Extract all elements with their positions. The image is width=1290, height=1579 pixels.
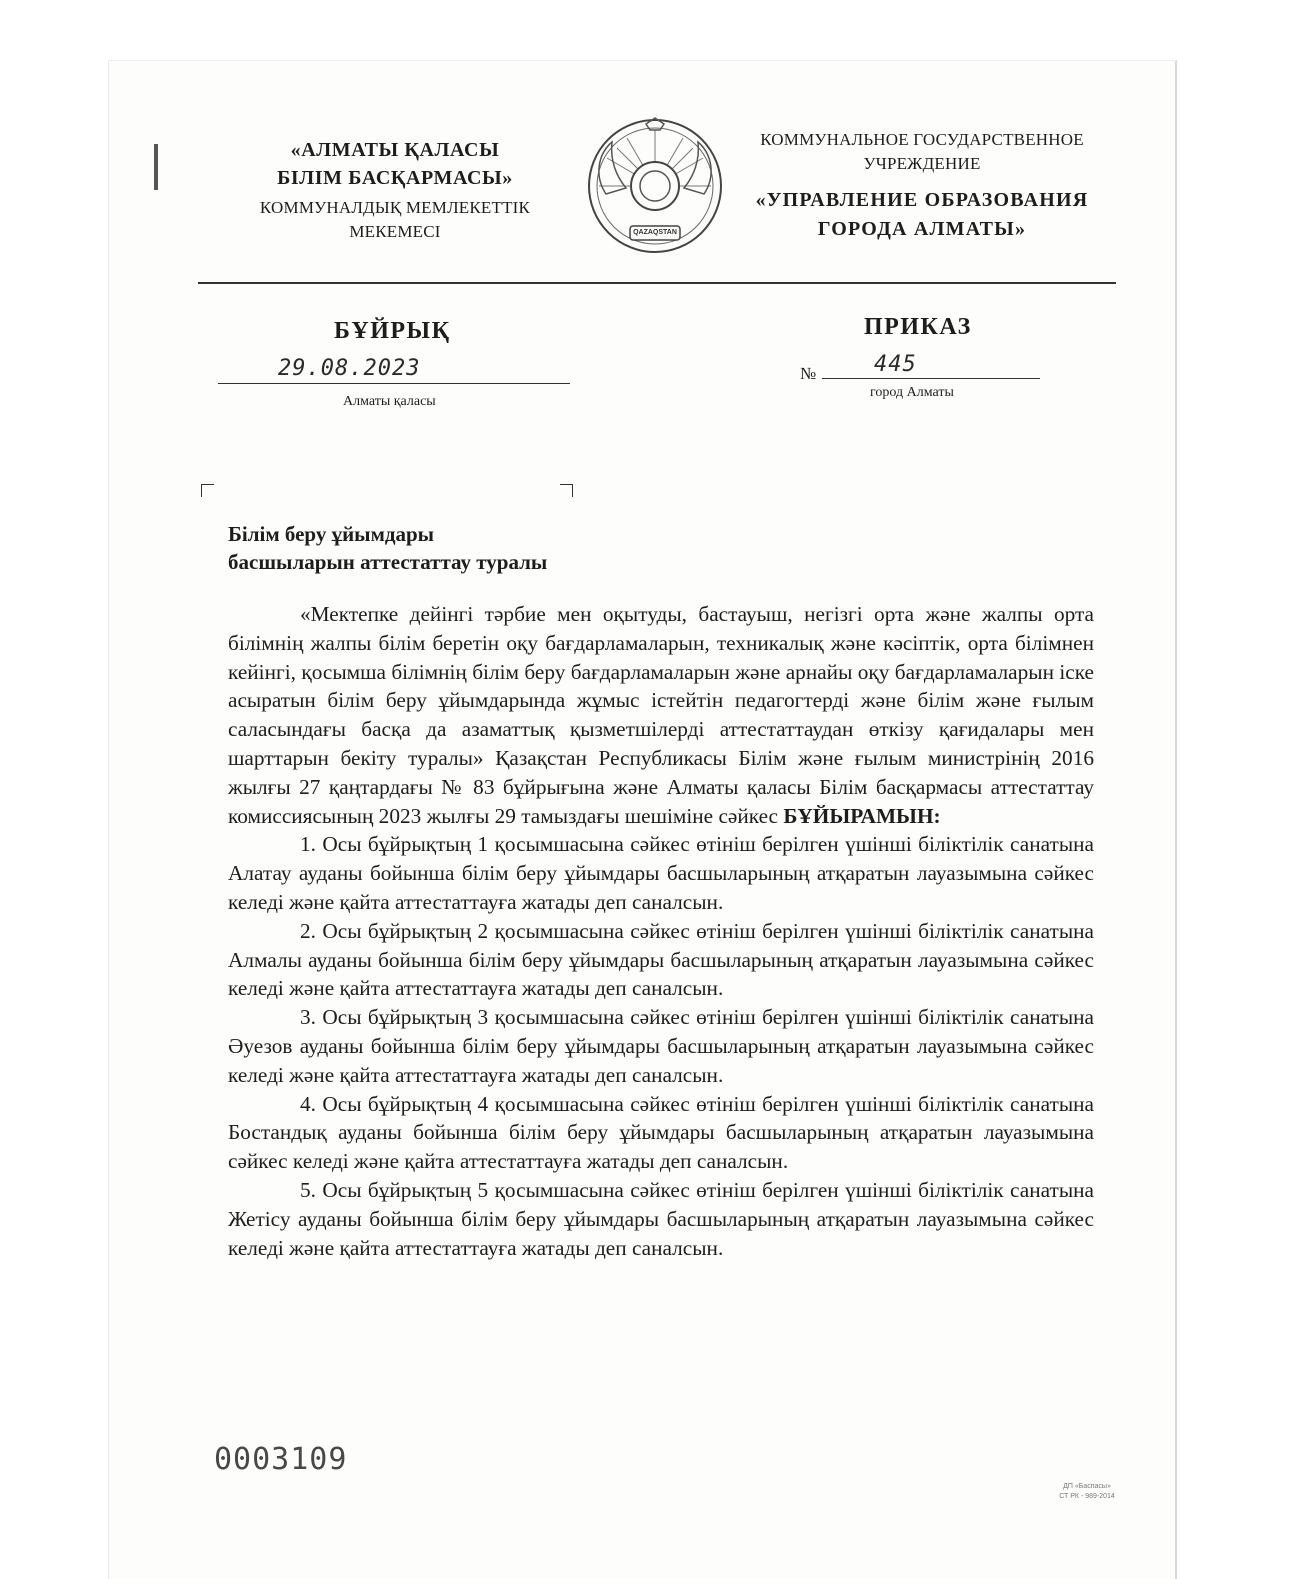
order-title-kz: БҰЙРЫҚ (334, 318, 451, 344)
order-title-ru: ПРИКАЗ (864, 314, 972, 340)
order-item-3: 3. Осы бұйрықтың 3 қосымшасына сәйкес өтініш берілген үшінші біліктілік санатына Әуезов ауданы бойынша білім беру ұйымдары басшыларының атқаратын лауазымына сәйкес келеді және қайта аттестаттауға жатады деп саналсын. (228, 1005, 1094, 1087)
order-item-2: 2. Осы бұйрықтың 2 қосымшасына сәйкес өтініш берілген үшінші біліктілік санатына Алмалы ауданы бойынша білім беру ұйымдары басшыларының атқаратын лауазымына сәйкес келеді және қайта аттестаттауға жатады деп саналсын. (228, 918, 1094, 1001)
order-number: 445 (874, 352, 917, 377)
order-date: 29.08.2023 (278, 356, 421, 381)
order-subject (228, 520, 547, 576)
org-type-ru-line1: КОММУНАЛЬНОЕ ГОСУДАРСТВЕННОЕ (760, 130, 1084, 149)
imprint-line2: СТ РК - 989-2014 (1059, 1493, 1115, 1500)
header-russian (732, 128, 1112, 244)
header-kazakh (220, 136, 570, 244)
header-divider (198, 282, 1116, 284)
org-type-kz-line1: КОММУНАЛДЫҚ МЕМЛЕКЕТТІК (259, 198, 531, 217)
decree-word: БҰЙЫРАМЫН: (783, 803, 941, 828)
subject-line1: Білім беру ұйымдары (228, 522, 435, 546)
state-emblem-icon (586, 116, 724, 258)
subject-line2: басшыларын аттестаттау туралы (228, 550, 548, 574)
order-item-5: 5. Осы бұйрықтың 5 қосымшасына сәйкес өтініш берілген үшінші біліктілік санатына Жетісу ауданы бойынша білім беру ұйымдары басшыларының атқаратын лауазымына сәйкес келеді және қайта аттестаттауға жатады деп саналсын. (228, 1177, 1094, 1260)
order-item-4: 4. Осы бұйрықтың 4 қосымшасына сәйкес өтініш берілген үшінші біліктілік санатына Бостандық ауданы бойынша білім беру ұйымдары басшыларының атқаратын лауазымына сәйкес келеді және қайта аттестаттауға жатады деп саналсын. (228, 1091, 1094, 1174)
date-underline (218, 383, 570, 384)
printer-imprint (1052, 1482, 1122, 1502)
number-sign: № (800, 364, 817, 383)
emblem-label: QAZAQSTAN (633, 229, 677, 236)
org-name-ru-line1: «УПРАВЛЕНИЕ ОБРАЗОВАНИЯ (755, 189, 1089, 211)
city-ru: город Алматы (870, 385, 954, 400)
city-kz: Алматы қаласы (343, 394, 436, 409)
order-body (228, 600, 1094, 1262)
bracket-right-icon (560, 484, 573, 497)
number-underline (822, 378, 1040, 379)
org-type-ru-line2: УЧРЕЖДЕНИЕ (863, 154, 981, 173)
org-name-kz-line1: «АЛМАТЫ ҚАЛАСЫ (290, 139, 500, 161)
preamble-paragraph (228, 600, 1094, 830)
imprint-line1: ДП «Баспасы» (1063, 1483, 1111, 1490)
org-type-kz-line2: МЕКЕМЕСІ (349, 222, 441, 241)
org-name-ru-line2: ГОРОДА АЛМАТЫ» (817, 218, 1027, 240)
preamble-text: «Мектепке дейінгі тәрбие мен оқытуды, бастауыш, негізгі орта және жалпы орта білімнің жалпы білім беретін оқу бағдарламаларын, техникалық және кәсіптік, орта білімнен кейінгі, қосымша білімнің білім беру бағдарламаларын және арнайы оқу бағдарламаларын іске асыратын білім беру ұйымдарында жұмыс істейтін педагогтерді және білім және ғылым саласындағы басқа да азаматтық қызметшілерді аттестаттаудан өткізу қағидалары мен шарттарын бекіту туралы» Қазақстан Республикасы Білім және ғылым министрінің 2016 жылғы 27 қаңтардағы № 83 бұйрығына және Алматы қаласы Білім басқармасы аттестаттау комиссиясының 2023 жылғы 29 тамыздағы шешіміне сәйкес (228, 602, 1094, 828)
serial-number-stamp: 0003109 (214, 1442, 348, 1477)
org-name-kz-line2: БІЛІМ БАСҚАРМАСЫ» (277, 167, 513, 189)
bracket-left-icon (201, 484, 214, 497)
order-item-1: 1. Осы бұйрықтың 1 қосымшасына сәйкес өтініш берілген үшінші біліктілік санатына Алатау ауданы бойынша білім беру ұйымдары басшыларының атқаратын лауазымына сәйкес келеді және қайта аттестаттауға жатады деп саналсын. (228, 832, 1094, 914)
binder-mark (154, 144, 158, 190)
